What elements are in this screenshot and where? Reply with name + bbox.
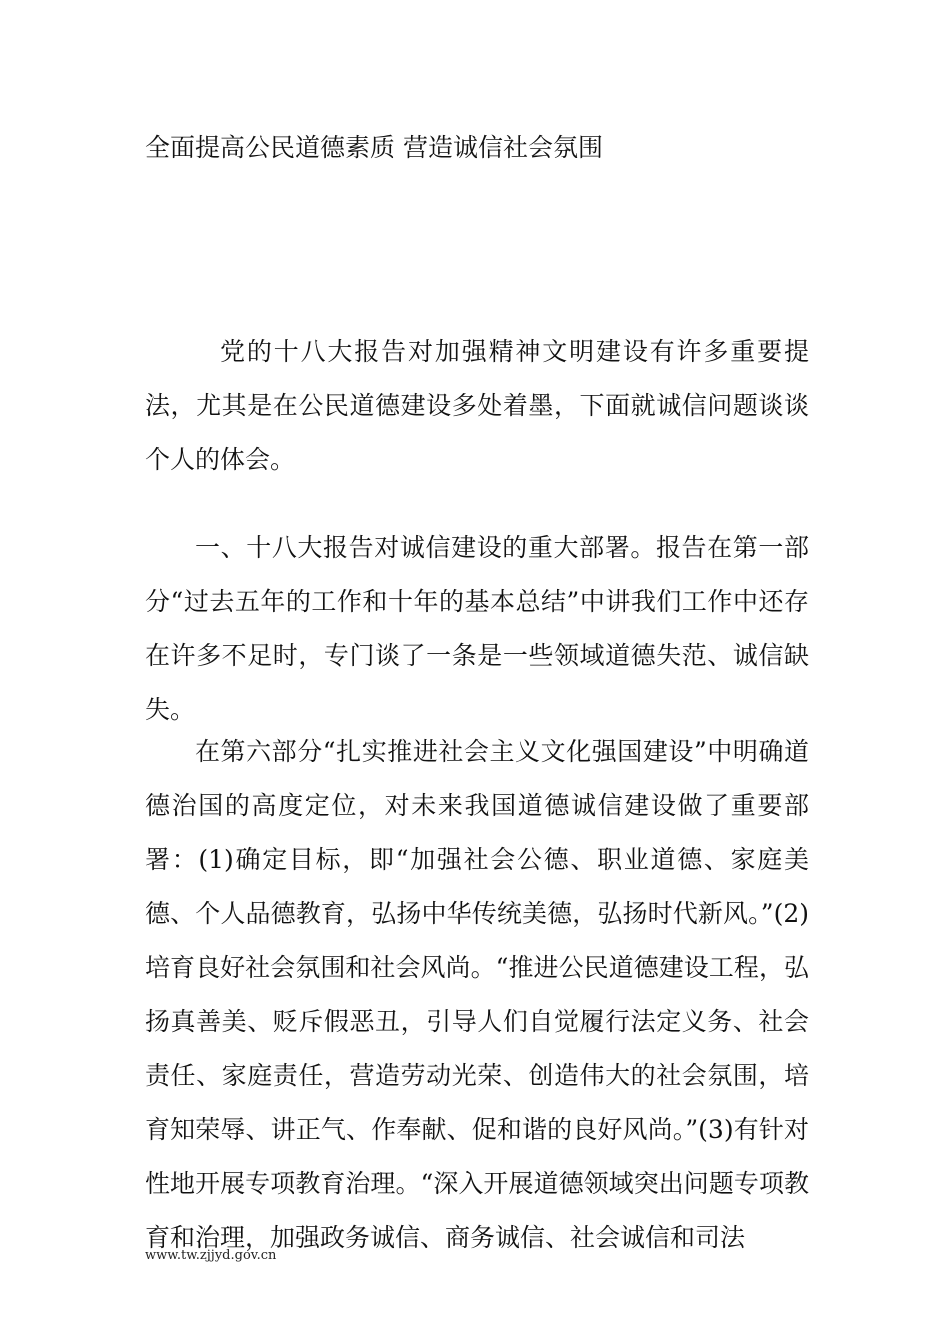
paragraph-intro: 党的十八大报告对加强精神文明建设有许多重要提法，尤其是在公民道德建设多处着墨，下面就诚信问题谈谈个人的体会。 [145,337,809,474]
paragraph-section-six: 在第六部分“扎实推进社会主义文化强国建设”中明确道德治国的高度定位，对未来我国道德诚信建设做了重要部署：(1)确定目标，即“加强社会公德、职业道德、家庭美德、个人品德教育，弘扬中华传统美德，弘扬时代新风。”(2)培育良好社会氛围和社会风尚。“推进公民道德建设工程，弘扬真善美、贬斥假恶丑，引导人们自觉履行法定义务、社会责任、家庭责任，营造劳动光荣、创造伟大的社会氛围，培育知荣辱、讲正气、作奉献、促和谐的良好风尚。”(3)有针对性地开展专项教育治理。“深入开展道德领域突出问题专项教育和治理，加强政务诚信、商务诚信、社会诚信和司法 [145,737,809,1252]
paragraph-section-one: 一、十八大报告对诚信建设的重大部署。报告在第一部分“过去五年的工作和十年的基本总结”中讲我们工作中还存在许多不足时，专门谈了一条是一些领域道德失范、诚信缺失。 [145,533,809,724]
footer-url: www.tw.zjjyd.gov.cn [145,1248,277,1263]
document-title: 全面提高公民道德素质 营造诚信社会氛围 [145,133,603,162]
